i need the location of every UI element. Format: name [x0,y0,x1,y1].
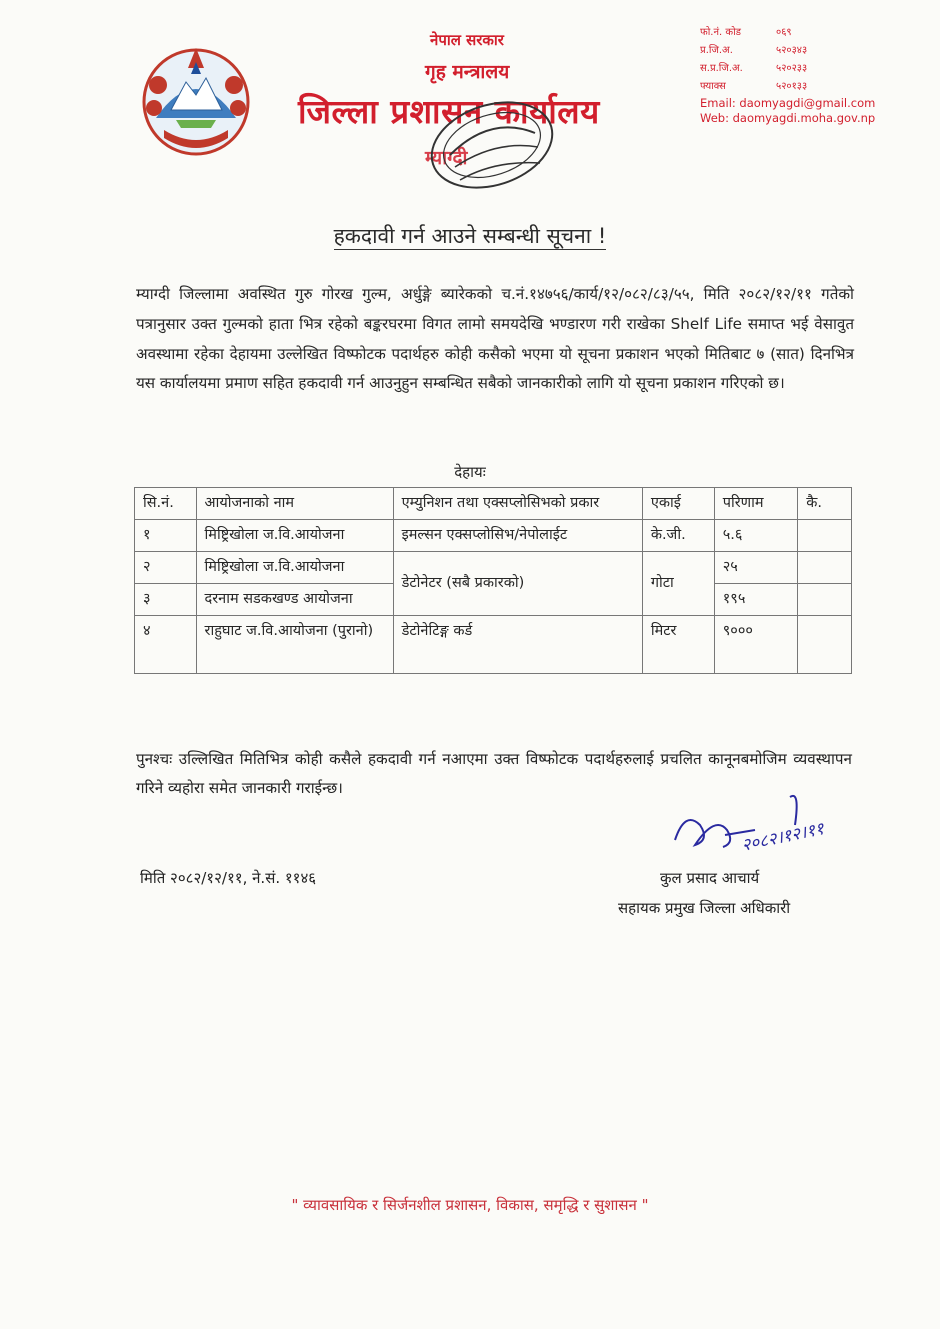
cell-qty: ९००० [714,616,798,674]
signatory-title: सहायक प्रमुख जिल्ला अधिकारी [618,899,791,917]
notice-body: म्याग्दी जिल्लामा अवस्थित गुरु गोरख गुल्म, अर्धुङ्गे ब्यारेकको च.नं.१४७५६/कार्य/१२/०८२/८३/५५, मिति २०८२/१२/११ गतेको पत्रानुसार उक्त गुल्मको हाता भित्र रहेको बङ्करघरमा विगत लामो समयदेखि भण्डारण गरी राखेका Shelf Life समाप्त भई वेसावुत अवस्थामा रहेका देहायमा उल्लेखित विष्फोटक पदार्थहरु कोही कसैको भएमा यो सूचना प्रकाशन भएको मितिबाट ७ (सात) दिनभित्र यस कार्यालयमा प्रमाण सहित हकदावी गर्न आउनुहुन सम्बन्धित सबैको जानकारीको लागि यो सूचना प्रकाशन गरिएको छ। [136,285,854,393]
cell-unit: गोटा [642,552,714,616]
cell-qty: २५ [714,552,798,584]
postscript-note: पुनश्चः उल्लिखित मितिभित्र कोही कसैले हकदावी गर्न नआएमा उक्त विष्फोटक पदार्थहरुलाई प्रचलित कानूनबमोजिम व्यवस्थापन गरिने व्यहोरा समेत जानकारी गराईन्छ। [136,750,852,797]
issue-date: मिति २०८२/१२/११, ने.सं. ११४६ [140,869,317,887]
contact-row: फो.नं. कोड ०६९ [700,27,792,38]
nepal-emblem-icon [136,40,256,160]
footer-slogan: " व्यावसायिक र सिर्जनशील प्रशासन, विकास, समृद्धि र सुशासन " [291,1196,649,1214]
signature-date: २०८२।१२।११ [739,818,826,856]
header-office: जिल्ला प्रशासन कार्यालय [298,92,600,131]
cell-unit: मिटर [642,616,714,674]
notice-title: हकदावी गर्न आउने सम्बन्धी सूचना ! [333,224,607,248]
cell-remarks [798,520,852,552]
table-row [135,616,852,674]
signature-icon [665,785,865,865]
explosives-table [134,487,852,674]
table-row [135,520,852,552]
cell-remarks [798,552,852,584]
cell-sn: २ [135,552,197,584]
cell-project: मिष्ट्रिखोला ज.वि.आयोजना [196,552,393,584]
contact-email[interactable]: Email: daomyagdi@gmail.com [700,96,876,110]
table-header: एकाई [642,488,714,520]
table-header: कै. [798,488,852,520]
signatory-name: कुल प्रसाद आचार्य [660,869,760,887]
contact-web[interactable]: Web: daomyagdi.moha.gov.np [700,111,876,125]
cell-sn: ३ [135,584,197,616]
table-header: एम्युनिशन तथा एक्सप्लोसिभको प्रकार [393,488,642,520]
cell-qty: १९५ [714,584,798,616]
table-caption: देहायः [454,463,486,481]
contact-row: फ्याक्स ५२०१३३ [700,81,808,92]
table-header: सि.नं. [135,488,197,520]
cell-sn: ४ [135,616,197,674]
cell-project: राहुघाट ज.वि.आयोजना (पुरानो) [196,616,393,674]
cell-type: इमल्सन एक्सप्लोसिभ/नेपोलाईट [393,520,642,552]
header-government: नेपाल सरकार [430,31,504,49]
header-ministry: गृह मन्त्रालय [425,61,510,83]
table-header-row [135,488,852,520]
cell-project: दरनाम सडकखण्ड आयोजना [196,584,393,616]
cell-remarks [798,584,852,616]
office-stamp-icon [410,85,570,205]
table-header: परिणाम [714,488,798,520]
cell-type: डेटोनेटर (सबै प्रकारको) [393,552,642,616]
cell-type: डेटोनेटिङ्ग कर्ड [393,616,642,674]
table-row [135,552,852,584]
header-district: म्याग्दी [425,147,468,169]
cell-project: मिष्ट्रिखोला ज.वि.आयोजना [196,520,393,552]
cell-unit: के.जी. [642,520,714,552]
contact-block [700,24,875,126]
cell-qty: ५.६ [714,520,798,552]
table-header: आयोजनाको नाम [196,488,393,520]
cell-sn: १ [135,520,197,552]
contact-row: प्र.जि.अ. ५२०३४३ [700,45,808,56]
cell-remarks [798,616,852,674]
contact-row: स.प्र.जि.अ. ५२०२३३ [700,63,808,74]
